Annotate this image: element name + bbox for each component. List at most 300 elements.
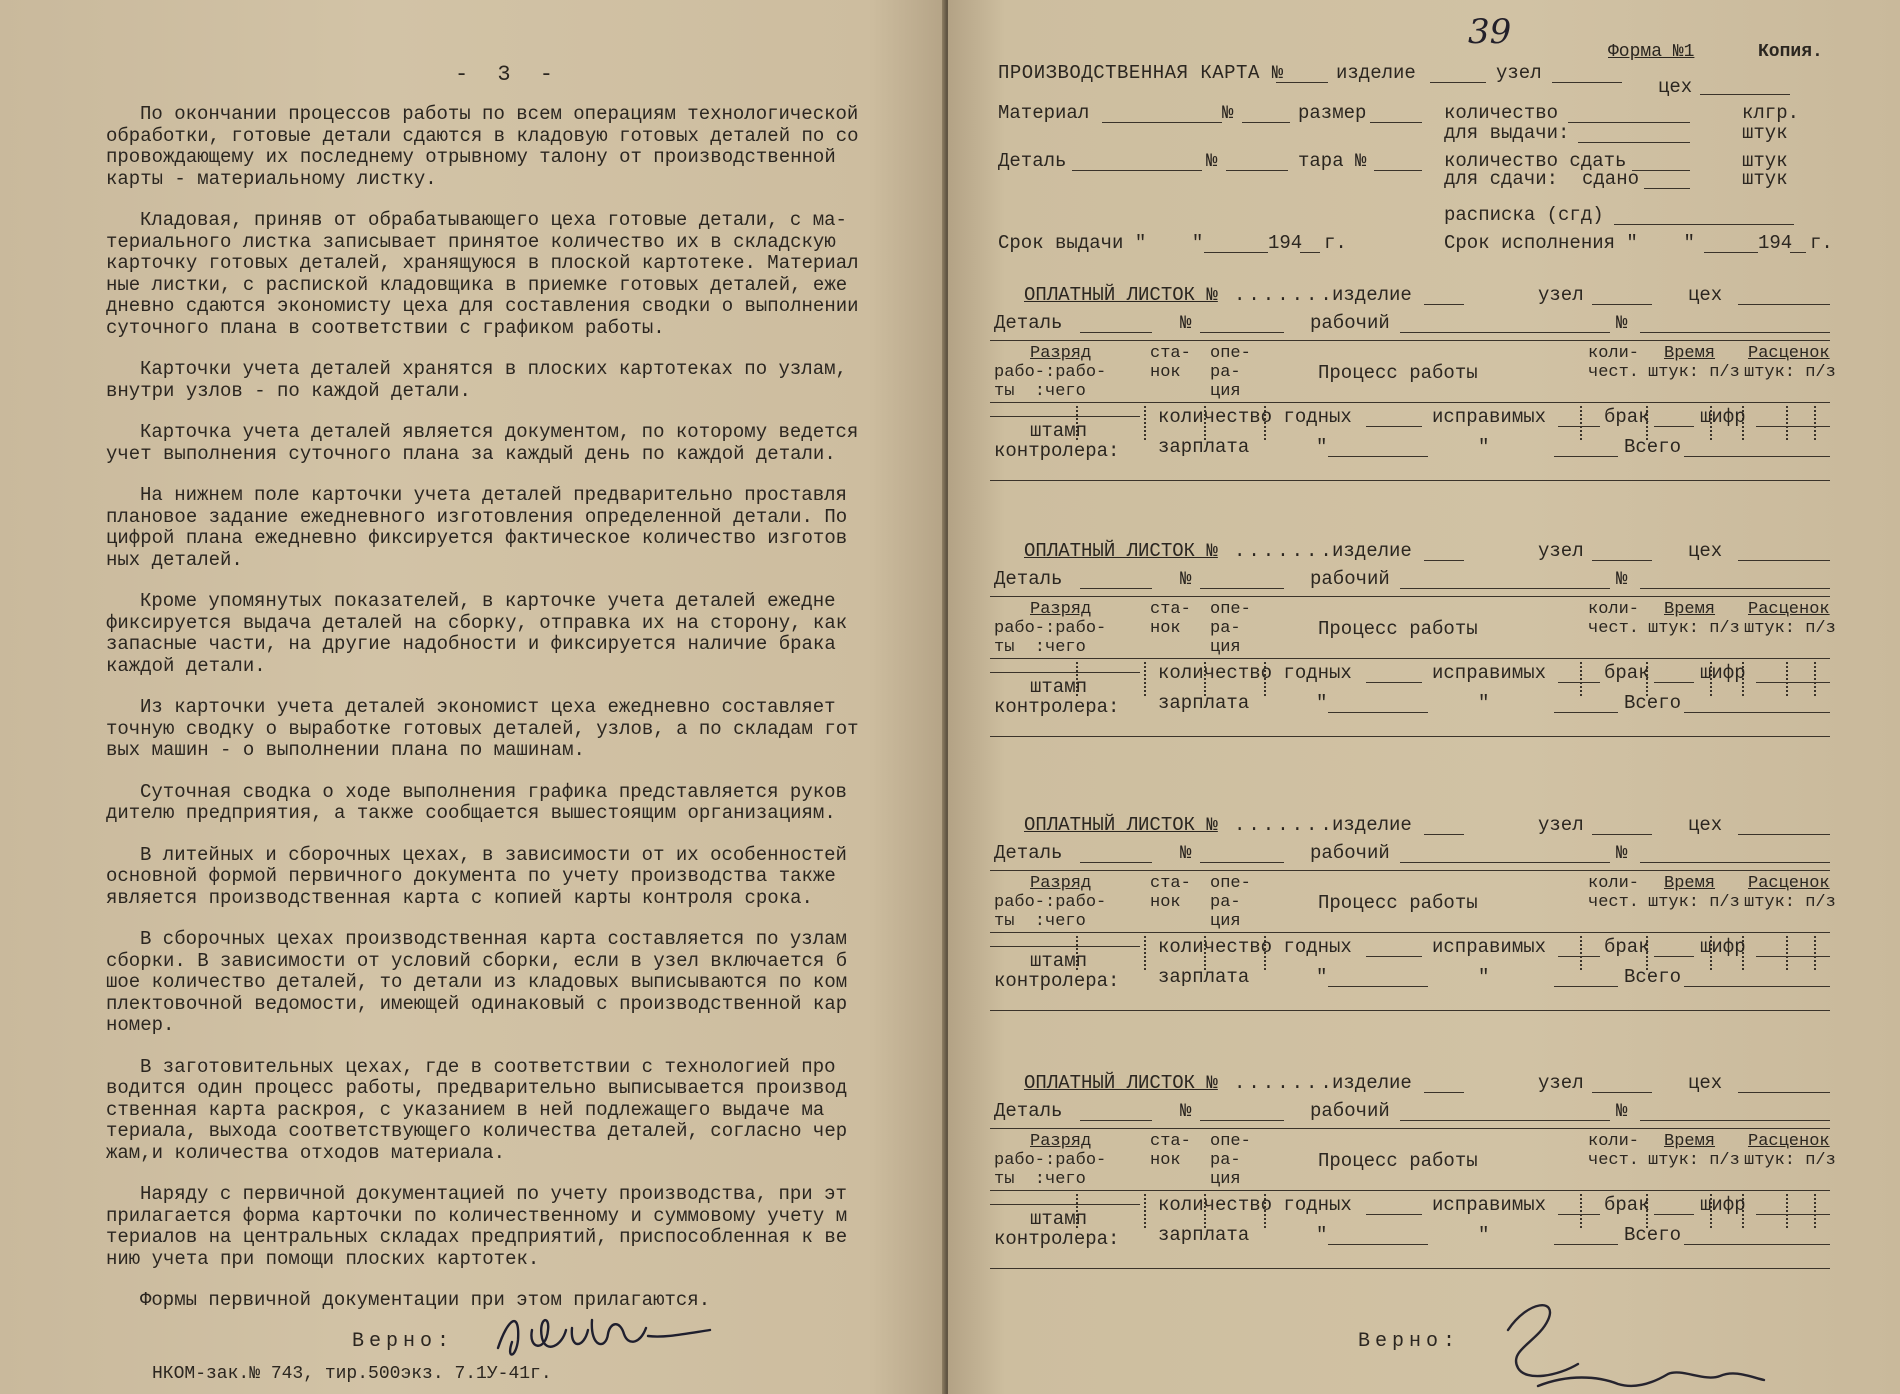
slip-1-col-rastsenok: Расценок <box>1748 344 1830 363</box>
slip-4-col-rastsenok: Расценок <box>1748 1132 1830 1151</box>
slip-1-brak-label: брак <box>1604 406 1650 428</box>
slip-2-col-razryad-3: ты :чего <box>994 638 1086 657</box>
slip-2-rabochiy-label: рабочий <box>1310 568 1390 590</box>
slip-3-uzel-line <box>1592 834 1652 835</box>
slip-1-quote-1: " <box>1316 436 1328 458</box>
razmer-label: размер <box>1298 102 1367 124</box>
slip-2-table-mid-rule <box>990 658 1830 659</box>
slip-4-col-divider-1 <box>1144 1194 1146 1228</box>
slip-3-ispravimyh-label: исправимых <box>1432 936 1547 958</box>
slip-3-no2-label: № <box>1616 842 1628 864</box>
slip-1-godnyh-label: количество годных <box>1158 406 1352 428</box>
slip-4-vsego-label: Всего <box>1624 1224 1682 1246</box>
slip-2-col-divider-1 <box>1144 662 1146 696</box>
slip-4-col-razryad-3: ты :чего <box>994 1170 1086 1189</box>
slip-1-uzel-line <box>1592 304 1652 305</box>
slip-3-table-mid-rule <box>990 932 1830 933</box>
paragraph <box>106 590 938 677</box>
paragraph <box>106 358 938 402</box>
paragraph <box>106 696 938 762</box>
tara-label: тара № <box>1298 150 1367 172</box>
slip-4-tseh-line <box>1738 1092 1830 1093</box>
signature-right <box>1468 1290 1768 1394</box>
shtuk-label-2: штук <box>1742 150 1788 172</box>
slip-3-vsego-label: Всего <box>1624 966 1682 988</box>
slip-2-brak-label: брак <box>1604 662 1650 684</box>
text-line: териального листка записывает принятое количество их в складскую <box>106 230 836 253</box>
text-line: дителю предприятия, а также сообщается вышестоящим организациям. <box>106 802 836 824</box>
slip-4-izdelie-line <box>1424 1092 1464 1093</box>
slip-4-col-divider-4 <box>1580 1194 1582 1228</box>
text-line: жам,и количества отходов материала. <box>106 1141 506 1164</box>
slip-3-shifr-line <box>1756 956 1830 957</box>
slip-1-shtamp-2: контролера: <box>994 440 1120 462</box>
slip-3-brak-label: брак <box>1604 936 1650 958</box>
slip-3-shifr-label: шифр <box>1700 936 1746 958</box>
slip-1-rabochiy-line <box>1400 332 1610 333</box>
slip-2-title: ОПЛАТНЫЙ ЛИСТОК № <box>1024 540 1218 562</box>
slip-2-no2-line <box>1640 588 1830 589</box>
slip-1-col-divider-9 <box>1814 406 1816 440</box>
text-line: точную сводку о выработке готовых деталей, узлов, а по складам гот <box>106 717 859 740</box>
slip-4-no-line <box>1200 1120 1284 1121</box>
slip-1-detal-line <box>1080 332 1152 333</box>
slip-2-col-razryad: Разряд <box>1030 600 1092 619</box>
slip-2-col-divider-4 <box>1580 662 1582 696</box>
slip-2-col-rastsenok-sub: штук: п/з <box>1744 619 1836 638</box>
slip-3-uzel-label: узел <box>1538 814 1584 836</box>
slip-1-vsego-line <box>1684 456 1830 457</box>
slip-1-col-razryad-3: ты :чего <box>994 382 1086 401</box>
text-line: номер. <box>106 1014 175 1036</box>
slip-2-godnyh-line <box>1366 682 1422 683</box>
text-line: карты - материальному листку. <box>106 167 437 190</box>
slip-1-col-razryad-2: рабо-:рабо- <box>994 363 1107 382</box>
slip-1-col-oper-2: ра- <box>1210 363 1241 382</box>
slip-2-col-razryad-2: рабо-:рабо- <box>994 619 1107 638</box>
slip-4-ispravimyh-label: исправимых <box>1432 1194 1547 1216</box>
paragraph <box>106 928 938 1037</box>
text-line: вых машин - о выполнении плана по машинам. <box>106 739 585 761</box>
slip-2-col-oper-2: ра- <box>1210 619 1241 638</box>
slip-3-brak-line <box>1654 956 1694 957</box>
slip-2-col-stanok-2: нок <box>1150 619 1181 638</box>
text-line: является производственная карта с копией карты контроля срока. <box>106 886 813 909</box>
kolichestvo-label: количество <box>1444 102 1559 124</box>
text-line: учет выполнения суточного плана за каждый день по каждой детали. <box>106 442 836 465</box>
shtuk-label: штук <box>1742 122 1788 144</box>
year-label-2: 194 <box>1758 232 1793 254</box>
slip-3-no-label: № <box>1180 842 1192 864</box>
slip-3-zarplata-line <box>1328 986 1428 987</box>
slip-4-tseh-label: цех <box>1688 1072 1723 1094</box>
text-line: Суточная сводка о ходе выполнения графика представляется руков <box>140 780 847 803</box>
slip-3-tseh-label: цех <box>1688 814 1723 836</box>
slip-1-zarplata-line-2 <box>1554 456 1618 457</box>
slip-4-zarplata-line-2 <box>1554 1244 1618 1245</box>
slip-3-col-vremya: Время <box>1664 874 1716 893</box>
slip-3-col-stanok: ста- <box>1150 874 1191 893</box>
detal-label: Деталь <box>998 150 1067 172</box>
year-label-1: 194 <box>1268 232 1303 254</box>
slip-1-brak-line <box>1654 426 1694 427</box>
copy-label: Копия. <box>1758 42 1823 62</box>
paragraph <box>106 1183 938 1270</box>
slip-1-col-divider-4 <box>1580 406 1582 440</box>
text-line: териала, выхода соответствующего количества деталей, согласно чер <box>106 1120 848 1142</box>
text-line: цифрой плана ежедневно фиксируется фактическое количество изготов <box>106 527 848 549</box>
slip-1-no-label: № <box>1180 312 1192 334</box>
slip-3-godnyh-label: количество годных <box>1158 936 1352 958</box>
slip-4-col-razryad-2: рабо-:рабо- <box>994 1151 1107 1170</box>
slip-2-vsego-label: Всего <box>1624 692 1682 714</box>
slip-1-col-oper-3: ция <box>1210 382 1241 401</box>
text-line: карточку готовых деталей, хранящуюся в плоской картотеке. Материал <box>106 252 859 274</box>
text-line: На нижнем поле карточки учета деталей предварительно проставля <box>140 484 847 506</box>
slip-3-col-stanok-2: нок <box>1150 893 1181 912</box>
print-footer: НКОМ-зак.№ 743, тир.500экз. 7.1У-41г. <box>152 1364 552 1384</box>
slip-1-stamp-rule <box>990 416 1140 417</box>
raspiska-label: расписка (сгд) <box>1444 204 1604 226</box>
slip-1-col-vremya-sub: штук: п/з <box>1648 363 1740 382</box>
slip-3-godnyh-line <box>1366 956 1422 957</box>
slip-1-quote-2: " <box>1478 436 1490 458</box>
slip-4-zarplata-line <box>1328 1244 1428 1245</box>
kolichestvo-sdat-label: количество сдать <box>1444 150 1627 172</box>
slip-2-uzel-line <box>1592 560 1652 561</box>
text-line: фиксируется выдача деталей на сборку, отправка их на сторону, как <box>106 611 848 634</box>
slip-3-col-vremya-sub: штук: п/з <box>1648 893 1740 912</box>
slip-1-col-divider-1 <box>1144 406 1146 440</box>
slip-2-col-vremya-sub: штук: п/з <box>1648 619 1740 638</box>
slip-3-detal-line <box>1080 862 1152 863</box>
slip-1-col-stanok-2: нок <box>1150 363 1181 382</box>
slip-1-table-mid-rule <box>990 402 1830 403</box>
slip-2-shifr-line <box>1756 682 1830 683</box>
slip-4-col-kol: коли- <box>1588 1132 1640 1151</box>
slip-4-shtamp: штамп <box>1030 1208 1088 1230</box>
slip-1-dots: ....... <box>1234 284 1335 306</box>
slip-4-col-vremya-sub: штук: п/з <box>1648 1151 1740 1170</box>
slip-1-ispravimyh-line <box>1558 426 1600 427</box>
text-line: шое количество деталей, то детали из кладовых выписываются по ком <box>106 971 848 993</box>
slip-4-shifr-label: шифр <box>1700 1194 1746 1216</box>
text-line: По окончании процессов работы по всем операциям технологической <box>140 103 859 125</box>
slip-4-title: ОПЛАТНЫЙ ЛИСТОК № <box>1024 1072 1218 1094</box>
slip-3-col-razryad: Разряд <box>1030 874 1092 893</box>
srok-ispolneniya-label: Срок исполнения " " <box>1444 232 1695 254</box>
material-label: Материал <box>998 102 1090 124</box>
uzel-label: узел <box>1496 62 1542 84</box>
text-line: Из карточки учета деталей экономист цеха ежедневно составляет <box>140 696 836 718</box>
dlya-sdachi-label: для сдачи: <box>1444 168 1559 190</box>
slip-3-stamp-rule <box>990 946 1140 947</box>
slip-4-shifr-line <box>1756 1214 1830 1215</box>
slip-1-shtamp: штамп <box>1030 420 1088 442</box>
text-line: суточного плана в соответствии с графиком работы. <box>106 316 665 339</box>
text-line: В сборочных цехах производственная карта составляется по узлам <box>140 928 847 950</box>
slip-3-shtamp-2: контролера: <box>994 970 1120 992</box>
text-line: сборки. В зависимости от условий сборки, если в узел включается б <box>106 949 848 972</box>
slip-4-godnyh-label: количество годных <box>1158 1194 1352 1216</box>
slip-2-col-oper-3: ция <box>1210 638 1241 657</box>
slip-4-uzel-label: узел <box>1538 1072 1584 1094</box>
slip-2-detal-label: Деталь <box>994 568 1063 590</box>
text-line: дневно сдаются экономисту цеха для составления сводки о выполнении <box>106 295 859 317</box>
slip-3-col-divider-9 <box>1814 936 1816 970</box>
slip-2-shtamp: штамп <box>1030 676 1088 698</box>
slip-4-uzel-line <box>1592 1092 1652 1093</box>
slip-3-col-oper-3: ция <box>1210 912 1241 931</box>
slip-4-col-oper: опе- <box>1210 1132 1251 1151</box>
text-line: Наряду с первичной документацией по учету производства, при эт <box>140 1183 847 1205</box>
page-number: - 3 - <box>455 62 562 87</box>
paragraph <box>106 103 938 190</box>
slip-3-col-razryad-3: ты :чего <box>994 912 1086 931</box>
slip-4-quote-1: " <box>1316 1224 1328 1246</box>
slip-1-shifr-label: шифр <box>1700 406 1746 428</box>
text-line: Карточки учета деталей хранятся в плоских картотеках по узлам, <box>140 358 847 380</box>
slip-4-col-stanok-2: нок <box>1150 1151 1181 1170</box>
slip-3-bottom-rule <box>990 1010 1830 1011</box>
slip-1-no2-label: № <box>1616 312 1628 334</box>
slip-3-detal-label: Деталь <box>994 842 1063 864</box>
text-line: провождающему их последнему отрывному талону от производственной <box>106 146 836 168</box>
slip-4-vsego-line <box>1684 1244 1830 1245</box>
slip-4-detal-line <box>1080 1120 1152 1121</box>
slip-2-vsego-line <box>1684 712 1830 713</box>
slip-4-no2-label: № <box>1616 1100 1628 1122</box>
slip-3-quote-1: " <box>1316 966 1328 988</box>
slip-2-dots: ....... <box>1234 540 1335 562</box>
text-line: водится один процесс работы, предварительно выписывается производ <box>106 1077 848 1099</box>
text-line: ственная карта раскроя, с указанием в ней подлежащего выдаче ма <box>106 1098 825 1121</box>
slip-1-col-oper: опе- <box>1210 344 1251 363</box>
slip-3-col-razryad-2: рабо-:рабо- <box>994 893 1107 912</box>
text-line: Кроме упомянутых показателей, в карточке учета деталей ежедне <box>140 590 836 612</box>
slip-1-tseh-label: цех <box>1688 284 1723 306</box>
slip-4-col-oper-2: ра- <box>1210 1151 1241 1170</box>
slip-2-stamp-rule <box>990 672 1140 673</box>
slip-1-bottom-rule <box>990 480 1830 481</box>
slip-4-bottom-rule <box>990 1268 1830 1269</box>
text-line: каждой детали. <box>106 654 266 677</box>
handwritten-page-number: 39 <box>1468 12 1512 52</box>
slip-2-bottom-rule <box>990 736 1830 737</box>
slip-3-col-rastsenok: Расценок <box>1748 874 1830 893</box>
text-line: прилагается форма карточки по количественному и суммовому учету м <box>106 1204 848 1227</box>
slip-2-col-divider-8 <box>1786 662 1788 696</box>
slip-3-col-divider-4 <box>1580 936 1582 970</box>
verno-label-right: Верно: <box>1358 1330 1461 1353</box>
slip-4-col-vremya: Время <box>1664 1132 1716 1151</box>
slip-4-no2-line <box>1640 1120 1830 1121</box>
slip-2-rabochiy-line <box>1400 588 1610 589</box>
slip-4-rabochiy-label: рабочий <box>1310 1100 1390 1122</box>
slip-1-rabochiy-label: рабочий <box>1310 312 1390 334</box>
slip-1-title: ОПЛАТНЫЙ ЛИСТОК № <box>1024 284 1218 306</box>
form-label: Форма №1 <box>1608 42 1695 62</box>
slip-4-shtamp-2: контролера: <box>994 1228 1120 1250</box>
signature-left <box>488 1300 718 1370</box>
text-line: плектовочной ведомости, имеющей одинаковый с производственной кар <box>106 992 848 1015</box>
text-line: Карточка учета деталей является документом, по которому ведется <box>140 421 859 443</box>
slip-4-rabochiy-line <box>1400 1120 1610 1121</box>
slip-3-zarplata-line-2 <box>1554 986 1618 987</box>
text-line: обработки, готовые детали сдаются в кладовую готовых деталей по со <box>106 124 859 147</box>
slip-1-ispravimyh-label: исправимых <box>1432 406 1547 428</box>
slip-3-no2-line <box>1640 862 1830 863</box>
slip-3-no-line <box>1200 862 1284 863</box>
slip-2-izdelie-label: изделие <box>1332 540 1412 562</box>
paragraph <box>106 1055 938 1165</box>
slip-3-col-kol-2: чест. <box>1588 893 1640 912</box>
slip-2-col-vremya: Время <box>1664 600 1716 619</box>
slip-4-godnyh-line <box>1366 1214 1422 1215</box>
slip-1-zarplata-line <box>1328 456 1428 457</box>
slip-1-no2-line <box>1640 332 1830 333</box>
dlya-vydachi-label: для выдачи: <box>1444 122 1570 144</box>
slip-2-table-top-rule <box>990 596 1830 597</box>
slip-2-col-kol: коли- <box>1588 600 1640 619</box>
slip-2-tseh-line <box>1738 560 1830 561</box>
shtuk-label-3: штук <box>1742 168 1788 190</box>
sdano-label: сдано <box>1582 168 1640 190</box>
slip-2-godnyh-label: количество годных <box>1158 662 1352 684</box>
g-label-1: г. <box>1324 232 1347 254</box>
slip-3-quote-2: " <box>1478 966 1490 988</box>
slip-4-no-label: № <box>1180 1100 1192 1122</box>
slip-2-zarplata-line-2 <box>1554 712 1618 713</box>
text-line: Формы первичной документации при этом прилагаются. <box>140 1289 711 1311</box>
slip-4-col-kol-2: чест. <box>1588 1151 1640 1170</box>
slip-2-no2-label: № <box>1616 568 1628 590</box>
slip-3-col-kol: коли- <box>1588 874 1640 893</box>
slip-3-izdelie-line <box>1424 834 1464 835</box>
slip-1-col-kol-2: чест. <box>1588 363 1640 382</box>
slip-2-col-divider-9 <box>1814 662 1816 696</box>
slip-3-col-oper-2: ра- <box>1210 893 1241 912</box>
slip-2-no-label: № <box>1180 568 1192 590</box>
slip-3-ispravimyh-line <box>1558 956 1600 957</box>
paragraph <box>106 843 938 910</box>
text-line: запасные части, на другие надобности и фиксируется наличие брака <box>106 633 836 655</box>
text-line: В литейных и сборочных цехах, в зависимости от их особенностей <box>140 843 847 866</box>
paragraph <box>106 209 938 339</box>
slip-3-izdelie-label: изделие <box>1332 814 1412 836</box>
slip-2-shifr-label: шифр <box>1700 662 1746 684</box>
slip-4-col-divider-8 <box>1786 1194 1788 1228</box>
paragraph <box>106 780 938 825</box>
slip-3-tseh-line <box>1738 834 1830 835</box>
klgr-label: клгр. <box>1742 102 1800 124</box>
text-line: В заготовительных цехах, где в соответствии с технологией про <box>140 1055 836 1078</box>
slip-1-godnyh-line <box>1366 426 1422 427</box>
g-label-2: г. <box>1810 232 1833 254</box>
text-line: ные листки, с распиской кладовщика в приемке готовых деталей, еже <box>106 273 848 296</box>
left-page-text <box>106 103 938 1332</box>
slip-3-rabochiy-line <box>1400 862 1610 863</box>
slip-4-col-rastsenok-sub: штук: п/з <box>1744 1151 1836 1170</box>
slip-3-col-rastsenok-sub: штук: п/з <box>1744 893 1836 912</box>
slip-4-brak-label: брак <box>1604 1194 1650 1216</box>
slip-3-dots: ....... <box>1234 814 1335 836</box>
tseh-label: цех <box>1658 76 1693 98</box>
paragraph <box>106 484 938 571</box>
slip-3-vsego-line <box>1684 986 1830 987</box>
text-line: нию учета при помощи плоских картотек. <box>106 1247 540 1270</box>
slip-3-col-divider-8 <box>1786 936 1788 970</box>
slip-2-ispravimyh-line <box>1558 682 1600 683</box>
slip-2-col-stanok: ста- <box>1150 600 1191 619</box>
slip-1-table-top-rule <box>990 340 1830 341</box>
slip-4-zarplata-label: зарплата <box>1158 1224 1250 1246</box>
slip-4-col-divider-9 <box>1814 1194 1816 1228</box>
slip-3-rabochiy-label: рабочий <box>1310 842 1390 864</box>
slip-4-quote-2: " <box>1478 1224 1490 1246</box>
slip-2-shtamp-2: контролера: <box>994 696 1120 718</box>
slip-3-col-oper: опе- <box>1210 874 1251 893</box>
slip-2-col-process: Процесс работы <box>1318 618 1478 640</box>
izdelie-label: изделие <box>1336 62 1416 84</box>
slip-1-izdelie-line <box>1424 304 1464 305</box>
slip-3-shtamp: штамп <box>1030 950 1088 972</box>
slip-4-col-razryad: Разряд <box>1030 1132 1092 1151</box>
slip-2-brak-line <box>1654 682 1694 683</box>
slip-1-shifr-line <box>1756 426 1830 427</box>
slip-3-title: ОПЛАТНЫЙ ЛИСТОК № <box>1024 814 1218 836</box>
slip-1-col-razryad: Разряд <box>1030 344 1092 363</box>
slip-4-col-oper-3: ция <box>1210 1170 1241 1189</box>
paragraph <box>106 421 938 465</box>
slip-2-zarplata-line <box>1328 712 1428 713</box>
slip-1-col-vremya: Время <box>1664 344 1716 363</box>
slip-1-tseh-line <box>1738 304 1830 305</box>
verno-label: Верно: <box>352 1330 455 1353</box>
text-line: основной формой первичного документа по учету производства также <box>106 865 836 887</box>
slip-4-col-process: Процесс работы <box>1318 1150 1478 1172</box>
slip-1-no-line <box>1200 332 1284 333</box>
text-line: териалов на центральных складах предприятий, приспособленная к ве <box>106 1226 848 1248</box>
slip-2-col-rastsenok: Расценок <box>1748 600 1830 619</box>
slip-3-table-top-rule <box>990 870 1830 871</box>
slip-4-stamp-rule <box>990 1204 1140 1205</box>
srok-vydachi-label: Срок выдачи " " <box>998 232 1204 254</box>
text-line: ных деталей. <box>106 548 243 571</box>
slip-2-quote-2: " <box>1478 692 1490 714</box>
slip-2-col-kol-2: чест. <box>1588 619 1640 638</box>
text-line: плановое задание ежедневного изготовления определенной детали. По <box>106 505 848 528</box>
slip-1-col-process: Процесс работы <box>1318 362 1478 384</box>
slip-1-col-divider-8 <box>1786 406 1788 440</box>
right-page <box>948 0 1900 1394</box>
slip-3-zarplata-label: зарплата <box>1158 966 1250 988</box>
slip-4-izdelie-label: изделие <box>1332 1072 1412 1094</box>
left-page <box>0 0 945 1394</box>
slip-1-izdelie-label: изделие <box>1332 284 1412 306</box>
slip-1-uzel-label: узел <box>1538 284 1584 306</box>
slip-2-quote-1: " <box>1316 692 1328 714</box>
slip-2-uzel-label: узел <box>1538 540 1584 562</box>
slip-2-ispravimyh-label: исправимых <box>1432 662 1547 684</box>
slip-2-col-oper: опе- <box>1210 600 1251 619</box>
slip-4-dots: ....... <box>1234 1072 1335 1094</box>
slip-4-table-mid-rule <box>990 1190 1830 1191</box>
slip-1-zarplata-label: зарплата <box>1158 436 1250 458</box>
text-line: внутри узлов - по каждой детали. <box>106 379 471 402</box>
slip-4-brak-line <box>1654 1214 1694 1215</box>
text-line: Кладовая, приняв от обрабатывающего цеха готовые детали, с ма- <box>140 209 847 231</box>
